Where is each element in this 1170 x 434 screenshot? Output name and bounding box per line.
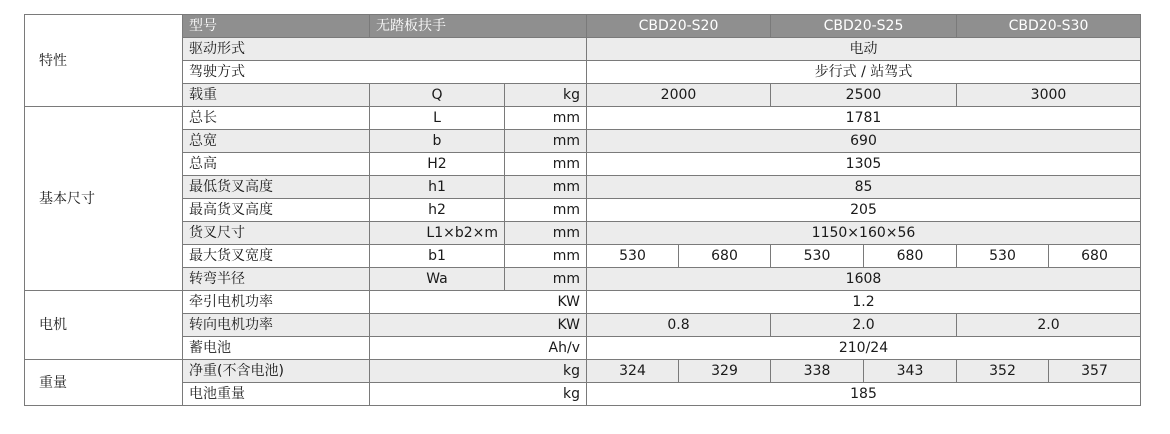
cell-value: 680 xyxy=(679,245,771,268)
category-characteristics: 特性 xyxy=(25,15,183,107)
row-symbol: b xyxy=(370,130,505,153)
row-unit: mm xyxy=(505,245,587,268)
header-model-2: CBD20-S25 xyxy=(771,15,957,38)
cell-value: 530 xyxy=(957,245,1049,268)
table-row xyxy=(25,383,1141,406)
header-item: 型号 xyxy=(183,15,370,38)
row-label: 最低货叉高度 xyxy=(183,176,370,199)
header-model-1: CBD20-S20 xyxy=(587,15,771,38)
row-symbol: b1 xyxy=(370,245,505,268)
cell-value: 1150×160×56 xyxy=(587,222,1141,245)
cell-value: 85 xyxy=(587,176,1141,199)
cell-value: 1.2 xyxy=(587,291,1141,314)
cell-value: 2000 xyxy=(587,84,771,107)
cell-value: 步行式 / 站驾式 xyxy=(587,61,1141,84)
cell-value: 2500 xyxy=(771,84,957,107)
cell-value: 3000 xyxy=(957,84,1141,107)
header-row xyxy=(25,15,1141,38)
cell-value: 2.0 xyxy=(957,314,1141,337)
table-row xyxy=(25,84,1141,107)
cell-value: 690 xyxy=(587,130,1141,153)
row-label: 货叉尺寸 xyxy=(183,222,370,245)
table-row xyxy=(25,38,1141,61)
row-unit: kg xyxy=(370,383,587,406)
table-row xyxy=(25,153,1141,176)
cell-value: 357 xyxy=(1049,360,1141,383)
cell-value: 205 xyxy=(587,199,1141,222)
cell-value: 1608 xyxy=(587,268,1141,291)
row-unit: mm xyxy=(505,222,587,245)
cell-value: 210/24 xyxy=(587,337,1141,360)
cell-value: 343 xyxy=(864,360,957,383)
category-dimensions: 基本尺寸 xyxy=(25,107,183,291)
row-label: 总高 xyxy=(183,153,370,176)
row-label: 转弯半径 xyxy=(183,268,370,291)
row-label: 载重 xyxy=(183,84,370,107)
row-label: 牵引电机功率 xyxy=(183,291,370,314)
cell-value: 530 xyxy=(587,245,679,268)
row-symbol: L1×b2×m xyxy=(370,222,505,245)
row-unit: KW xyxy=(370,291,587,314)
row-symbol: Wa xyxy=(370,268,505,291)
cell-value: 680 xyxy=(1049,245,1141,268)
cell-value: 324 xyxy=(587,360,679,383)
row-unit: mm xyxy=(505,199,587,222)
row-label: 蓄电池 xyxy=(183,337,370,360)
row-unit: mm xyxy=(505,107,587,130)
table-row xyxy=(25,245,1141,268)
cell-value: 1305 xyxy=(587,153,1141,176)
table-row xyxy=(25,176,1141,199)
table-row xyxy=(25,314,1141,337)
row-label: 最高货叉高度 xyxy=(183,199,370,222)
row-label: 总长 xyxy=(183,107,370,130)
cell-value: 电动 xyxy=(587,38,1141,61)
row-unit: Ah/v xyxy=(370,337,587,360)
row-label: 驱动形式 xyxy=(183,38,587,61)
row-label: 电池重量 xyxy=(183,383,370,406)
table-row xyxy=(25,360,1141,383)
category-weight: 重量 xyxy=(25,360,183,406)
table-row xyxy=(25,61,1141,84)
table-row xyxy=(25,268,1141,291)
row-unit: mm xyxy=(505,153,587,176)
row-unit: mm xyxy=(505,268,587,291)
table-row xyxy=(25,291,1141,314)
table-row xyxy=(25,130,1141,153)
header-variant: 无踏板扶手 xyxy=(370,15,587,38)
row-unit: kg xyxy=(505,84,587,107)
row-label: 驾驶方式 xyxy=(183,61,587,84)
table-row xyxy=(25,107,1141,130)
cell-value: 329 xyxy=(679,360,771,383)
cell-value: 1781 xyxy=(587,107,1141,130)
row-label: 最大货叉宽度 xyxy=(183,245,370,268)
cell-value: 352 xyxy=(957,360,1049,383)
row-label: 总宽 xyxy=(183,130,370,153)
row-unit: KW xyxy=(370,314,587,337)
category-motor: 电机 xyxy=(25,291,183,360)
row-unit: kg xyxy=(370,360,587,383)
cell-value: 680 xyxy=(864,245,957,268)
table-row xyxy=(25,222,1141,245)
spec-table xyxy=(24,14,1141,406)
cell-value: 2.0 xyxy=(771,314,957,337)
header-model-3: CBD20-S30 xyxy=(957,15,1141,38)
row-symbol: L xyxy=(370,107,505,130)
cell-value: 338 xyxy=(771,360,864,383)
row-symbol: H2 xyxy=(370,153,505,176)
cell-value: 0.8 xyxy=(587,314,771,337)
row-unit: mm xyxy=(505,130,587,153)
row-label: 转向电机功率 xyxy=(183,314,370,337)
table-row xyxy=(25,199,1141,222)
table-row xyxy=(25,337,1141,360)
row-symbol: h1 xyxy=(370,176,505,199)
row-symbol: Q xyxy=(370,84,505,107)
row-unit: mm xyxy=(505,176,587,199)
row-label: 净重(不含电池) xyxy=(183,360,370,383)
cell-value: 185 xyxy=(587,383,1141,406)
cell-value: 530 xyxy=(771,245,864,268)
row-symbol: h2 xyxy=(370,199,505,222)
